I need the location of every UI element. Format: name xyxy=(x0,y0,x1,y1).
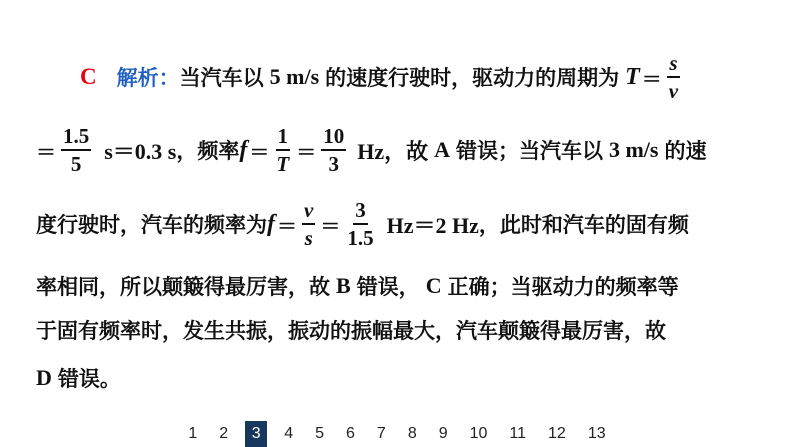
page-link-11[interactable]: 11 xyxy=(509,425,527,442)
line4-text2: 错误， xyxy=(356,274,420,299)
equals-sign: ＝ xyxy=(277,213,297,238)
line3-text2: ，此时和汽车的固有频 xyxy=(478,212,689,237)
page-link-8[interactable]: 8 xyxy=(407,425,417,442)
page-navigation xyxy=(0,421,794,447)
frequency-symbol: f xyxy=(239,136,248,163)
page-link-5[interactable]: 5 xyxy=(315,425,324,442)
line6-text: 错误。 xyxy=(57,366,121,391)
page-link-1[interactable]: 1 xyxy=(188,425,198,442)
solution-line-2 xyxy=(36,122,768,178)
solution-line-4 xyxy=(36,266,768,306)
line1-text2: 的速度行驶时，驱动力的周期为 xyxy=(325,65,620,90)
line2-speed: 3 m/s xyxy=(608,137,659,162)
answer-choice: C xyxy=(80,64,97,89)
equals-sign: ＝ xyxy=(296,139,317,164)
solution-line-5 xyxy=(36,310,768,350)
fraction-1 xyxy=(61,125,91,175)
fraction-denominator: v xyxy=(668,79,679,103)
page-link-6[interactable]: 6 xyxy=(346,425,355,442)
period-symbol: T xyxy=(625,63,640,90)
option-c: C xyxy=(425,273,442,298)
equals-sign: ＝ xyxy=(641,66,662,91)
fraction-numerator: 3 xyxy=(353,199,368,225)
solution-line-1 xyxy=(36,52,768,102)
page-link-13[interactable]: 13 xyxy=(587,425,606,442)
option-d: D xyxy=(36,365,52,390)
line2-text-end: 的速 xyxy=(664,138,707,163)
line5-content xyxy=(36,315,666,345)
page-link-4[interactable]: 4 xyxy=(284,425,294,442)
line1-text: 当汽车以 xyxy=(179,65,264,90)
period-value: s＝0.3 s xyxy=(104,138,177,164)
option-b: B xyxy=(336,273,351,298)
fraction-numerator: 1 xyxy=(276,125,291,151)
period-fraction xyxy=(667,52,680,102)
fraction-numerator: 10 xyxy=(321,125,346,151)
line4-text3: 正确；当驱动力的频率等 xyxy=(447,274,679,299)
fraction-denominator: T xyxy=(276,152,290,176)
analysis-label: 解析： xyxy=(116,65,180,90)
hz-value: Hz＝2 Hz xyxy=(386,212,479,238)
line3-content xyxy=(36,199,689,249)
line6-content xyxy=(36,363,121,393)
page-link-3[interactable]: 3 xyxy=(245,421,267,447)
solution-line-6 xyxy=(36,358,768,398)
frequency-symbol: f xyxy=(267,210,275,237)
fraction-denominator: 3 xyxy=(328,152,339,176)
fraction-denominator: s xyxy=(304,226,313,250)
fraction-denominator: 1.5 xyxy=(347,226,374,250)
line4-content xyxy=(36,271,679,301)
line2-text-wrong: 错误；当汽车以 xyxy=(455,138,603,163)
fraction-numerator: 1.5 xyxy=(61,125,91,151)
line2-text-freq: ，频率 xyxy=(176,138,240,163)
fraction-denominator: 5 xyxy=(70,152,82,176)
option-a: A xyxy=(434,137,450,162)
fraction-1 xyxy=(302,199,315,249)
equals-sign: ＝ xyxy=(249,139,270,164)
page-link-2[interactable]: 2 xyxy=(219,425,229,442)
line2-content xyxy=(36,125,706,175)
fraction-numerator: s xyxy=(667,52,679,78)
fraction-2 xyxy=(274,125,291,175)
page-link-9[interactable]: 9 xyxy=(438,425,448,442)
page-link-12[interactable]: 12 xyxy=(548,425,566,442)
fraction-3 xyxy=(321,125,346,175)
page-link-10[interactable]: 10 xyxy=(469,425,488,442)
page-link-7[interactable]: 7 xyxy=(376,425,386,442)
solution-line-3 xyxy=(36,196,768,252)
line3-text1: 度行驶时，汽车的频率为 xyxy=(36,212,267,237)
line4-text1: 率相同，所以颠簸得最厉害，故 xyxy=(36,274,330,299)
line1-left xyxy=(36,52,683,102)
equals-sign: ＝ xyxy=(320,213,341,238)
line1-speed: 5 m/s xyxy=(269,64,320,89)
hz-text: Hz，故 xyxy=(357,138,429,164)
line5-text: 于固有频率时，发生共振，振动的振幅最大，汽车颠簸得最厉害，故 xyxy=(36,318,666,343)
fraction-numerator: v xyxy=(302,199,315,225)
equals-sign: ＝ xyxy=(36,139,56,164)
fraction-2 xyxy=(345,199,375,249)
